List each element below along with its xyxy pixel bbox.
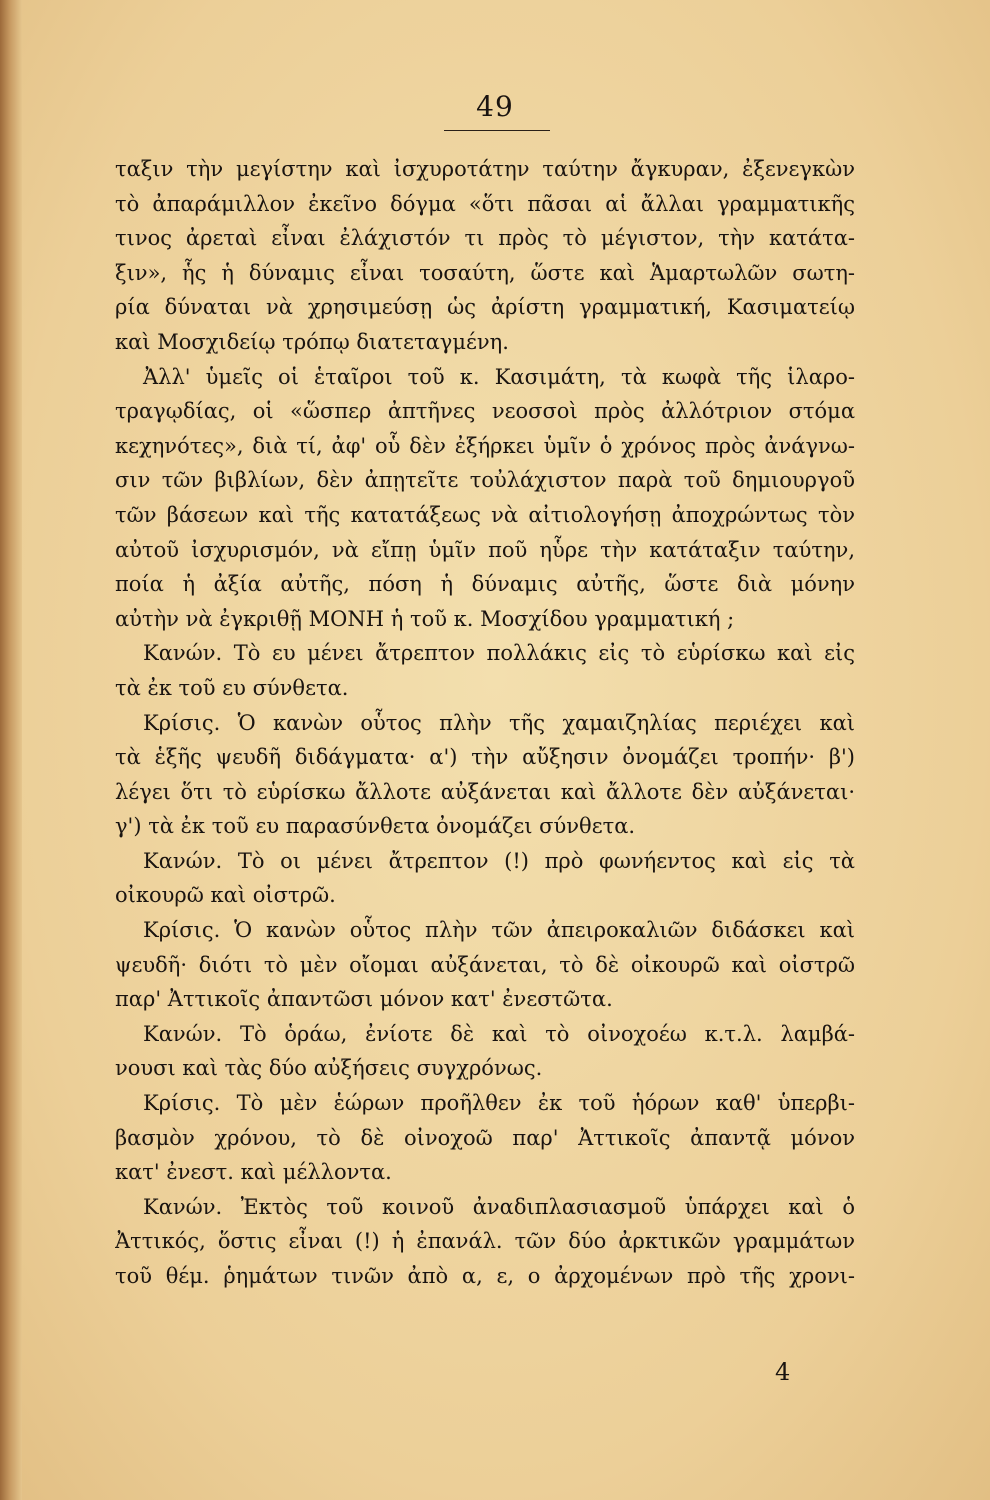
text-line: λέγει ὅτι τὸ εὑρίσκω ἄλλοτε αὐξάνεται καὶ ἄλλοτε δὲν αὐξάνεται·	[115, 779, 855, 804]
signature-mark: 4	[775, 1358, 791, 1386]
text-line: αὐτὴν νὰ ἐγκριθῇ ΜΟΝΗ ἡ τοῦ κ. Μοσχίδου γραμματική ;	[115, 606, 735, 631]
text-line: Κρίσις. Τὸ μὲν ἑώρων προῆλθεν ἐκ τοῦ ἡόρων καθ' ὑπερβι-	[143, 1091, 855, 1116]
text-line: βασμὸν χρόνου, τὸ δὲ οἰνοχοῶ παρ' Ἀττικοῖς ἀπαντᾷ μόνον	[115, 1125, 855, 1150]
page-number: 49	[476, 90, 514, 123]
header-rule	[444, 130, 550, 131]
text-line: ποία ἡ ἀξία αὐτῆς, πόση ἡ δύναμις αὐτῆς, ὥστε διὰ μόνην	[115, 572, 855, 597]
text-line: νουσι καὶ τὰς δύο αὐξήσεις συγχρόνως.	[115, 1056, 543, 1081]
text-line: τὰ ἐκ τοῦ ευ σύνθετα.	[115, 675, 349, 700]
text-line: τινος ἀρεταὶ εἶναι ἐλάχιστόν τι πρὸς τὸ μέγιστον, τὴν κατάτα-	[115, 226, 855, 251]
text-line: Κανών. Τὸ οι μένει ἄτρεπτον (!) πρὸ φωνήεντος καὶ εἰς τὰ	[143, 848, 855, 873]
body-text	[115, 152, 855, 1294]
text-line: γ') τὰ ἐκ τοῦ ευ παρασύνθετα ὀνομάζει σύνθετα.	[115, 814, 636, 839]
text-line: Κρίσις. Ὁ κανὼν οὗτος πλὴν τῶν ἀπειροκαλιῶν διδάσκει καὶ	[143, 918, 855, 943]
page-edge-shadow	[0, 0, 22, 1500]
text-line: ψευδῆ· διότι τὸ μὲν οἴομαι αὐξάνεται, τὸ δὲ οἰκουρῶ καὶ οἰστρῶ	[115, 952, 855, 977]
text-line: Κανών. Τὸ ὁράω, ἐνίοτε δὲ καὶ τὸ οἰνοχοέω κ.τ.λ. λαμβά-	[143, 1021, 855, 1046]
text-line: κεχηνότες», διὰ τί, ἀφ' οὗ δὲν ἐξήρκει ὑμῖν ὁ χρόνος πρὸς ἀνάγνω-	[115, 433, 855, 458]
text-line: ρία δύναται νὰ χρησιμεύσῃ ὡς ἀρίστη γραμματική, Κασιματείῳ	[115, 295, 855, 320]
text-line: ταξιν τὴν μεγίστην καὶ ἰσχυροτάτην ταύτην ἄγκυραν, ἐξενεγκὼν	[115, 157, 855, 181]
text-line: Ἀλλ' ὑμεῖς οἱ ἑταῖροι τοῦ κ. Κασιμάτη, τὰ κωφὰ τῆς ἱλαρο-	[143, 364, 855, 389]
text-line: τὰ ἑξῆς ψευδῆ διδάγματα· α') τὴν αὔξησιν ὀνομάζει τροπήν· β')	[115, 745, 855, 770]
text-line: κατ' ἐνεστ. καὶ μέλλοντα.	[115, 1160, 392, 1185]
text-line: ξιν», ἧς ἡ δύναμις εἶναι τοσαύτη, ὥστε καὶ Ἁμαρτωλῶν σωτη-	[115, 260, 855, 285]
text-line: καὶ Μοσχιδείῳ τρόπῳ διατεταγμένη.	[115, 329, 509, 354]
text-line: οἰκουρῶ καὶ οἰστρῶ.	[115, 883, 336, 908]
text-line: σιν τῶν βιβλίων, δὲν ἀπῃτεῖτε τοὐλάχιστον παρὰ τοῦ δημιουργοῦ	[115, 468, 855, 493]
text-line: τοῦ θέμ. ῥημάτων τινῶν ἀπὸ α, ε, ο ἀρχομένων πρὸ τῆς χρονι-	[115, 1264, 855, 1288]
text-line: τῶν βάσεων καὶ τῆς κατατάξεως νὰ αἰτιολογήσῃ ἀποχρώντως τὸν	[115, 502, 855, 527]
text-line: τραγῳδίας, οἱ «ὥσπερ ἀπτῆνες νεοσσοὶ πρὸς ἀλλότριον στόμα	[115, 399, 855, 424]
text-line: Κανών. Τὸ ευ μένει ἄτρεπτον πολλάκις εἰς τὸ εὑρίσκω καὶ εἰς	[143, 641, 855, 666]
text-line: αὐτοῦ ἰσχυρισμόν, νὰ εἴπῃ ὑμῖν ποῦ ηὗρε τὴν κατάταξιν ταύτην,	[115, 537, 855, 562]
text-line: Κρίσις. Ὁ κανὼν οὗτος πλὴν τῆς χαμαιζηλίας περιέχει καὶ	[143, 710, 855, 735]
text-line: παρ' Ἀττικοῖς ἀπαντῶσι μόνον κατ' ἐνεστῶτα.	[115, 987, 613, 1012]
text-line: τὸ ἀπαράμιλλον ἐκεῖνο δόγμα «ὅτι πᾶσαι αἱ ἄλλαι γραμματικῆς	[115, 191, 855, 216]
text-line: Ἀττικός, ὅστις εἶναι (!) ἡ ἐπανάλ. τῶν δύο ἀρκτικῶν γραμμάτων	[115, 1229, 855, 1254]
text-line: Κανών. Ἐκτὸς τοῦ κοινοῦ ἀναδιπλασιασμοῦ ὑπάρχει καὶ ὁ	[143, 1194, 855, 1219]
